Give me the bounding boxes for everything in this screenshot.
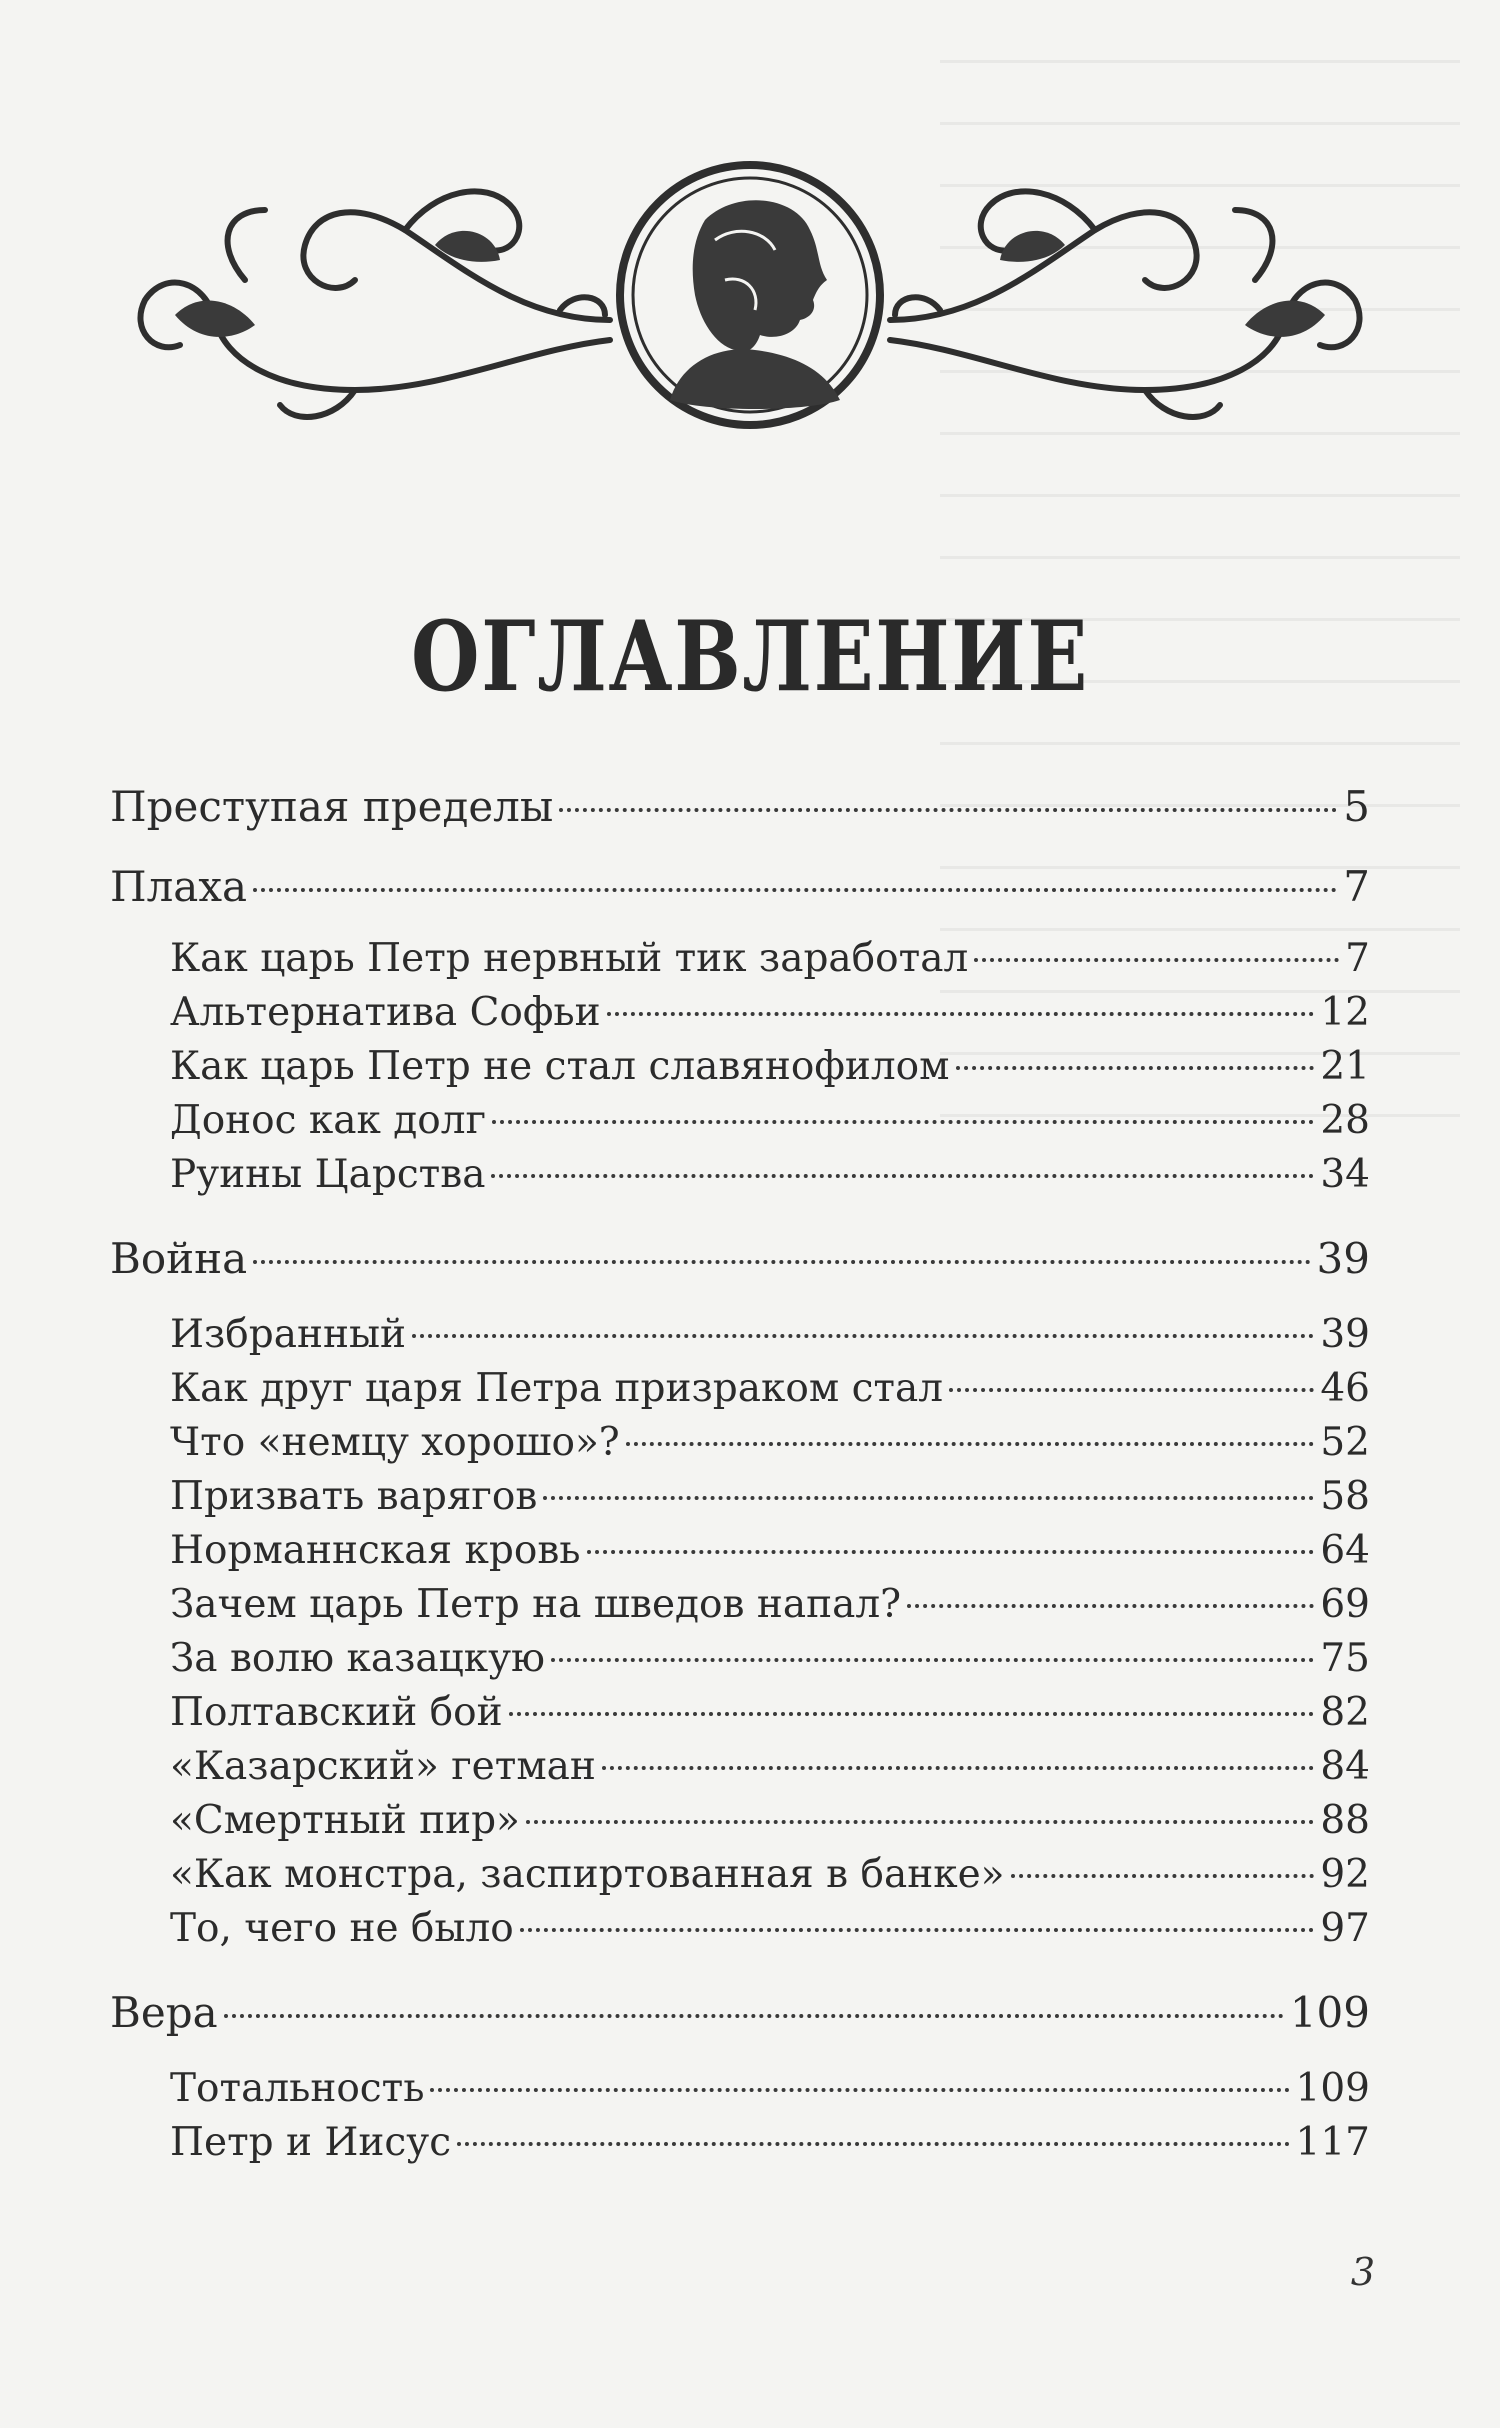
toc-subentry[interactable] (110, 2062, 1370, 2116)
toc-entry-title: Альтернатива Софьи (170, 990, 601, 1035)
toc-page-number: 34 (1320, 1152, 1370, 1197)
toc-section-entry[interactable] (110, 860, 1370, 914)
toc-subentry[interactable] (110, 1094, 1370, 1148)
toc-page-number: 7 (1343, 862, 1370, 911)
toc-entry-title: То, чего не было (170, 1906, 514, 1951)
toc-entry-title: Петр и Иисус (170, 2120, 452, 2165)
toc-page-number: 69 (1320, 1582, 1370, 1627)
toc-entry-title: Тотальность (170, 2066, 425, 2111)
toc-page-number: 84 (1320, 1744, 1370, 1789)
toc-page-number: 28 (1320, 1098, 1370, 1143)
dot-leader (974, 958, 1339, 962)
dot-leader (607, 1012, 1315, 1016)
dot-leader (907, 1604, 1314, 1608)
toc-page-number: 12 (1320, 990, 1370, 1035)
dot-leader (253, 888, 1337, 892)
toc-section-entry[interactable] (110, 1986, 1370, 2040)
toc-entry-title: «Как монстра, заспиртованная в банке» (170, 1852, 1005, 1897)
dot-leader (492, 1120, 1314, 1124)
toc-page-number: 52 (1320, 1420, 1370, 1465)
dot-leader (457, 2142, 1289, 2146)
toc-page-number: 46 (1320, 1366, 1370, 1411)
toc-page-number: 64 (1320, 1528, 1370, 1573)
toc-page-number: 39 (1316, 1234, 1370, 1283)
dot-leader (520, 1928, 1315, 1932)
toc-subentry[interactable] (110, 1040, 1370, 1094)
toc-entry-title: «Смертный пир» (170, 1798, 520, 1843)
dot-leader (253, 1260, 1310, 1264)
dot-leader (559, 808, 1337, 812)
toc-entry-title: Призвать варягов (170, 1474, 538, 1519)
dot-leader (626, 1442, 1315, 1446)
toc-page-number: 88 (1320, 1798, 1370, 1843)
toc-page-number: 58 (1320, 1474, 1370, 1519)
toc-entry-title: Как царь Петр нервный тик заработал (170, 936, 969, 981)
toc-entry-title: Как царь Петр не стал славянофилом (170, 1044, 950, 1089)
toc-page-number: 109 (1289, 1988, 1370, 2037)
toc-entry-title: Избранный (170, 1312, 406, 1357)
toc-subentry[interactable] (110, 1740, 1370, 1794)
toc-subentry[interactable] (110, 1416, 1370, 1470)
toc-subentry[interactable] (110, 1578, 1370, 1632)
toc-entry-title: Донос как долг (170, 1098, 486, 1143)
dot-leader (956, 1066, 1315, 1070)
toc-subentry[interactable] (110, 1308, 1370, 1362)
toc-page-number: 7 (1345, 936, 1370, 981)
dot-leader (587, 1550, 1315, 1554)
toc-entry-title: Война (110, 1234, 248, 1283)
toc-page-number: 75 (1320, 1636, 1370, 1681)
dot-leader (412, 1334, 1314, 1338)
toc-entry-title: Как друг царя Петра призраком стал (170, 1366, 944, 1411)
toc-subentry[interactable] (110, 2116, 1370, 2170)
toc-subentry[interactable] (110, 1794, 1370, 1848)
toc-entry-title: Руины Царства (170, 1152, 486, 1197)
toc-page-number: 39 (1320, 1312, 1370, 1357)
toc-subentry[interactable] (110, 1362, 1370, 1416)
toc-subentry[interactable] (110, 986, 1370, 1040)
page-title: ОГЛАВЛЕНИЕ (411, 600, 1089, 713)
table-of-contents (110, 780, 1370, 2170)
dot-leader (602, 1766, 1314, 1770)
toc-subentry[interactable] (110, 1686, 1370, 1740)
toc-page-number: 92 (1320, 1852, 1370, 1897)
toc-entry-title: Что «немцу хорошо»? (170, 1420, 620, 1465)
dot-leader (430, 2088, 1289, 2092)
toc-page-number: 82 (1320, 1690, 1370, 1735)
toc-subentry[interactable] (110, 1848, 1370, 1902)
toc-subentry[interactable] (110, 932, 1370, 986)
toc-subentry[interactable] (110, 1148, 1370, 1202)
toc-section-entry[interactable] (110, 780, 1370, 834)
toc-page-number: 21 (1320, 1044, 1370, 1089)
ornament-header-illustration (105, 150, 1395, 440)
toc-entry-title: Норманнская кровь (170, 1528, 581, 1573)
dot-leader (551, 1658, 1314, 1662)
toc-subentry[interactable] (110, 1902, 1370, 1956)
toc-entry-title: Плаха (110, 862, 248, 911)
toc-page-number: 109 (1295, 2066, 1370, 2111)
dot-leader (526, 1820, 1314, 1824)
dot-leader (509, 1712, 1315, 1716)
toc-page-number: 97 (1320, 1906, 1370, 1951)
toc-entry-title: Полтавский бой (170, 1690, 503, 1735)
dot-leader (224, 2014, 1284, 2018)
toc-entry-title: Вера (110, 1988, 218, 2037)
toc-entry-title: Зачем царь Петр на шведов напал? (170, 1582, 902, 1627)
toc-page-number: 5 (1343, 782, 1370, 831)
toc-entry-title: «Казарский» гетман (170, 1744, 596, 1789)
toc-entry-title: Преступая пределы (110, 782, 554, 831)
toc-subentry[interactable] (110, 1632, 1370, 1686)
toc-section-entry[interactable] (110, 1232, 1370, 1286)
dot-leader (1011, 1874, 1315, 1878)
toc-entry-title: За волю казацкую (170, 1636, 546, 1681)
dot-leader (543, 1496, 1314, 1500)
dot-leader (491, 1174, 1314, 1178)
toc-subentry[interactable] (110, 1470, 1370, 1524)
toc-page-number: 117 (1295, 2120, 1370, 2165)
toc-subentry[interactable] (110, 1524, 1370, 1578)
page-number: 3 (1350, 2250, 1375, 2294)
dot-leader (949, 1388, 1314, 1392)
